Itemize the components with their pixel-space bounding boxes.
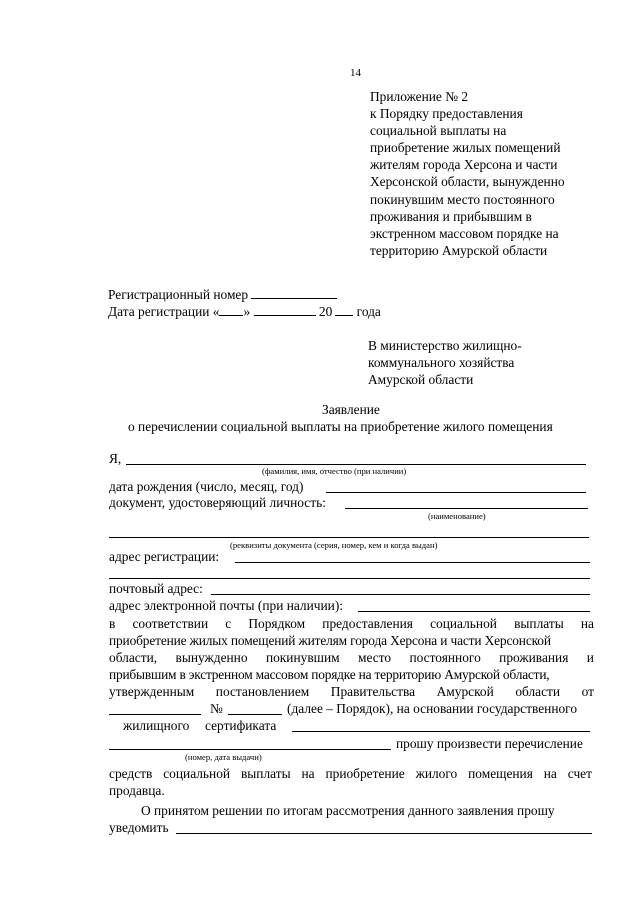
registration-number-label: Регистрационный номер bbox=[108, 287, 249, 302]
body-line: прошу произвести перечисление bbox=[396, 736, 583, 751]
word: счет bbox=[567, 766, 592, 781]
word: приобретение bbox=[325, 766, 405, 781]
word: от bbox=[581, 684, 594, 699]
page-number: 14 bbox=[350, 67, 361, 79]
body-line: приобретение жилых помещений жителям города Херсона и части Херсонской bbox=[109, 633, 551, 648]
cert-hint: (номер, дата выдачи) bbox=[185, 752, 262, 762]
doc-details-hint: (реквизиты документа (серия, номер, кем и когда выдан) bbox=[230, 540, 438, 550]
word: проживания bbox=[499, 650, 569, 665]
registration-date-quote: » bbox=[243, 304, 251, 319]
word: постановлением bbox=[215, 684, 310, 699]
registration-day-field[interactable] bbox=[219, 304, 243, 316]
doc-name-hint: (наименование) bbox=[428, 511, 486, 521]
body-word: сертификата bbox=[205, 718, 277, 733]
document-subtitle: о перечислении социальной выплаты на приобретение жилого помещения bbox=[128, 419, 553, 434]
registration-year-suffix: года bbox=[356, 304, 381, 319]
word: утвержденным bbox=[109, 684, 195, 699]
appendix-line: проживания и прибывшим в bbox=[370, 208, 532, 224]
post-address-label: почтовый адрес: bbox=[109, 581, 203, 596]
resolution-number-field[interactable] bbox=[228, 714, 282, 715]
birth-field[interactable] bbox=[326, 492, 586, 493]
word: выплаты bbox=[514, 616, 564, 631]
body-line bbox=[109, 651, 594, 664]
registration-date-label: Дата регистрации « bbox=[108, 304, 220, 319]
addressee-line: Амурской области bbox=[368, 372, 474, 387]
body-line bbox=[109, 767, 592, 780]
document-title: Заявление bbox=[322, 402, 380, 417]
appendix-line: территорию Амурской области bbox=[370, 242, 548, 258]
word: на bbox=[580, 616, 594, 631]
word: помещения bbox=[468, 766, 533, 781]
word: и bbox=[586, 650, 594, 665]
word: вынужденно bbox=[175, 650, 248, 665]
reg-address-field[interactable] bbox=[235, 562, 590, 563]
body-line: продавца. bbox=[109, 783, 165, 798]
word: на bbox=[543, 766, 557, 781]
registration-year-field[interactable] bbox=[335, 304, 353, 316]
appendix-line: жителям города Херсона и части bbox=[370, 157, 558, 173]
registration-month-field[interactable] bbox=[254, 304, 316, 316]
word: социальной bbox=[430, 616, 497, 631]
word: выплаты bbox=[240, 766, 291, 781]
certificate-field-2[interactable] bbox=[109, 749, 391, 750]
addressee-line: В министерство жилищно- bbox=[368, 338, 522, 353]
body-word: жилищного bbox=[123, 718, 190, 733]
registration-year-prefix: 20 bbox=[318, 304, 333, 319]
registration-number-field[interactable] bbox=[251, 287, 337, 299]
registration-number bbox=[108, 287, 337, 301]
body-line: (далее – Порядок), на основании государственного bbox=[287, 701, 578, 716]
word: на bbox=[301, 766, 315, 781]
body-line bbox=[109, 617, 594, 630]
appendix-line: социальной выплаты на bbox=[370, 123, 507, 139]
resolution-date-field[interactable] bbox=[109, 714, 201, 715]
i-label: Я, bbox=[109, 451, 122, 466]
word: с bbox=[225, 616, 232, 631]
body-line: уведомить bbox=[109, 820, 169, 835]
word: средств bbox=[109, 766, 153, 781]
word: место bbox=[358, 650, 392, 665]
word: покинувшим bbox=[265, 650, 340, 665]
word: постоянного bbox=[409, 650, 481, 665]
doc-details-field[interactable] bbox=[109, 537, 589, 538]
word: соответствии bbox=[132, 616, 209, 631]
word: Порядком bbox=[248, 616, 306, 631]
word: предоставления bbox=[322, 616, 413, 631]
reg-address-field-2[interactable] bbox=[109, 578, 590, 579]
body-line: прибывшим в экстренном массовом порядке на территорию Амурской области, bbox=[109, 667, 550, 682]
word: Правительства bbox=[330, 684, 416, 699]
body-line: О принятом решении по итогам рассмотрения данного заявления прошу bbox=[141, 803, 555, 818]
word: социальной bbox=[163, 766, 231, 781]
body-line bbox=[109, 685, 594, 698]
post-address-field[interactable] bbox=[211, 594, 590, 595]
email-field[interactable] bbox=[358, 611, 590, 612]
fio-field[interactable] bbox=[126, 464, 586, 465]
appendix-line: экстренном массовом порядке на bbox=[370, 225, 559, 241]
appendix-line: приобретение жилых помещений bbox=[370, 140, 561, 156]
reg-address-label: адрес регистрации: bbox=[109, 549, 220, 564]
email-label: адрес электронной почты (при наличии): bbox=[109, 598, 344, 613]
word: в bbox=[109, 616, 116, 631]
certificate-field[interactable] bbox=[292, 731, 590, 732]
word: области, bbox=[109, 650, 158, 665]
addressee-line: коммунального хозяйства bbox=[368, 355, 515, 370]
birth-label: дата рождения (число, месяц, год) bbox=[109, 479, 304, 494]
appendix-line: Херсонской области, вынужденно bbox=[370, 174, 565, 190]
appendix-line: покинувшим место постоянного bbox=[370, 191, 555, 207]
appendix-line: Приложение № 2 bbox=[370, 89, 469, 104]
doc-label: документ, удостоверяющий личность: bbox=[109, 495, 326, 510]
resolution-number-sign: № bbox=[210, 701, 223, 716]
word: жилого bbox=[415, 766, 458, 781]
addressee-block bbox=[368, 337, 522, 388]
fio-hint: (фамилия, имя, отчество (при наличии) bbox=[262, 466, 407, 476]
registration-date bbox=[108, 304, 381, 318]
word: области bbox=[515, 684, 561, 699]
notify-field[interactable] bbox=[176, 833, 592, 834]
appendix-line: к Порядку предоставления bbox=[370, 106, 523, 122]
word: Амурской bbox=[436, 684, 494, 699]
doc-name-field[interactable] bbox=[345, 508, 588, 509]
appendix-block bbox=[370, 88, 565, 259]
